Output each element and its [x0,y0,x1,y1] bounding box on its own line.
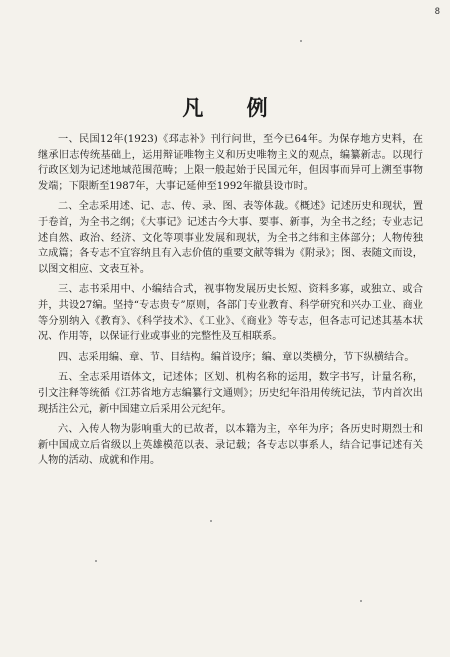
paragraph-3: 三、志书采用中、小编结合式，视事物发展历史长短、资料多寡，或独立、或合并，共设27编。坚持“专志贵专”原则，各部门专业教育、科学研究和兴办工业、商业等分别纳入《教育》、《科学技术》、《工业》、《商业》等专志，但各志可记述其基本状况、作用等，以保证行业或事业的完整性及互相联系。 [38,284,423,343]
scan-speck [300,40,302,42]
page-number: 8 [434,7,440,17]
scan-speck [360,600,362,602]
body-text [38,132,423,474]
page-title: 凡 例 [182,95,286,120]
paragraph-1: 一、民国12年(1923)《邳志补》刊行问世，至今已64年。为保存地方史料，在继承旧志传统基础上，运用辩证唯物主义和历史唯物主义的观点，编纂新志。以现行行政区划为记述地域范围范畴；上限一般起始于民国元年，但因事而异可上溯至事物发端；下限断至1987年，大事记延伸至1992年撤县设市时。 [38,134,423,192]
paragraph-5: 五、全志采用语体文，记述体；区划、机构名称的运用，数字书写，计量名称，引文注释等统循《江苏省地方志编纂行文通则》；历史纪年沿用传统记法，节内首次出现括注公元，新中国建立后采用公元纪年。 [38,372,423,415]
paragraph-6: 六、入传人物为影响重大的已故者，以本籍为主，卒年为序；各历史时期烈士和新中国成立后省级以上英雄模范以表、录记载；各专志以事系人，结合记事记述有关人物的活动、成就和作用。 [38,424,423,467]
paragraph-2: 二、全志采用述、记、志、传、录、图、表等体裁。《概述》记述历史和现状，置于卷首，为全书之纲；《大事记》记述古今大事、要事、新事，为全书之经；专业志记述自然、政治、经济、文化等项事业发展和现状，为全书之纬和主体部分；人物传独立成篇；各专志不宜容纳且有入志价值的重要文献等辑为《附录》；图、表随文而设，以图文相应、文表互补。 [38,201,423,275]
scan-speck [95,560,97,562]
scan-speck [210,520,212,522]
paragraph-4: 四、志采用编、章、节、目结构。编首设序；编、章以类横分，节下纵横结合。 [58,351,415,363]
